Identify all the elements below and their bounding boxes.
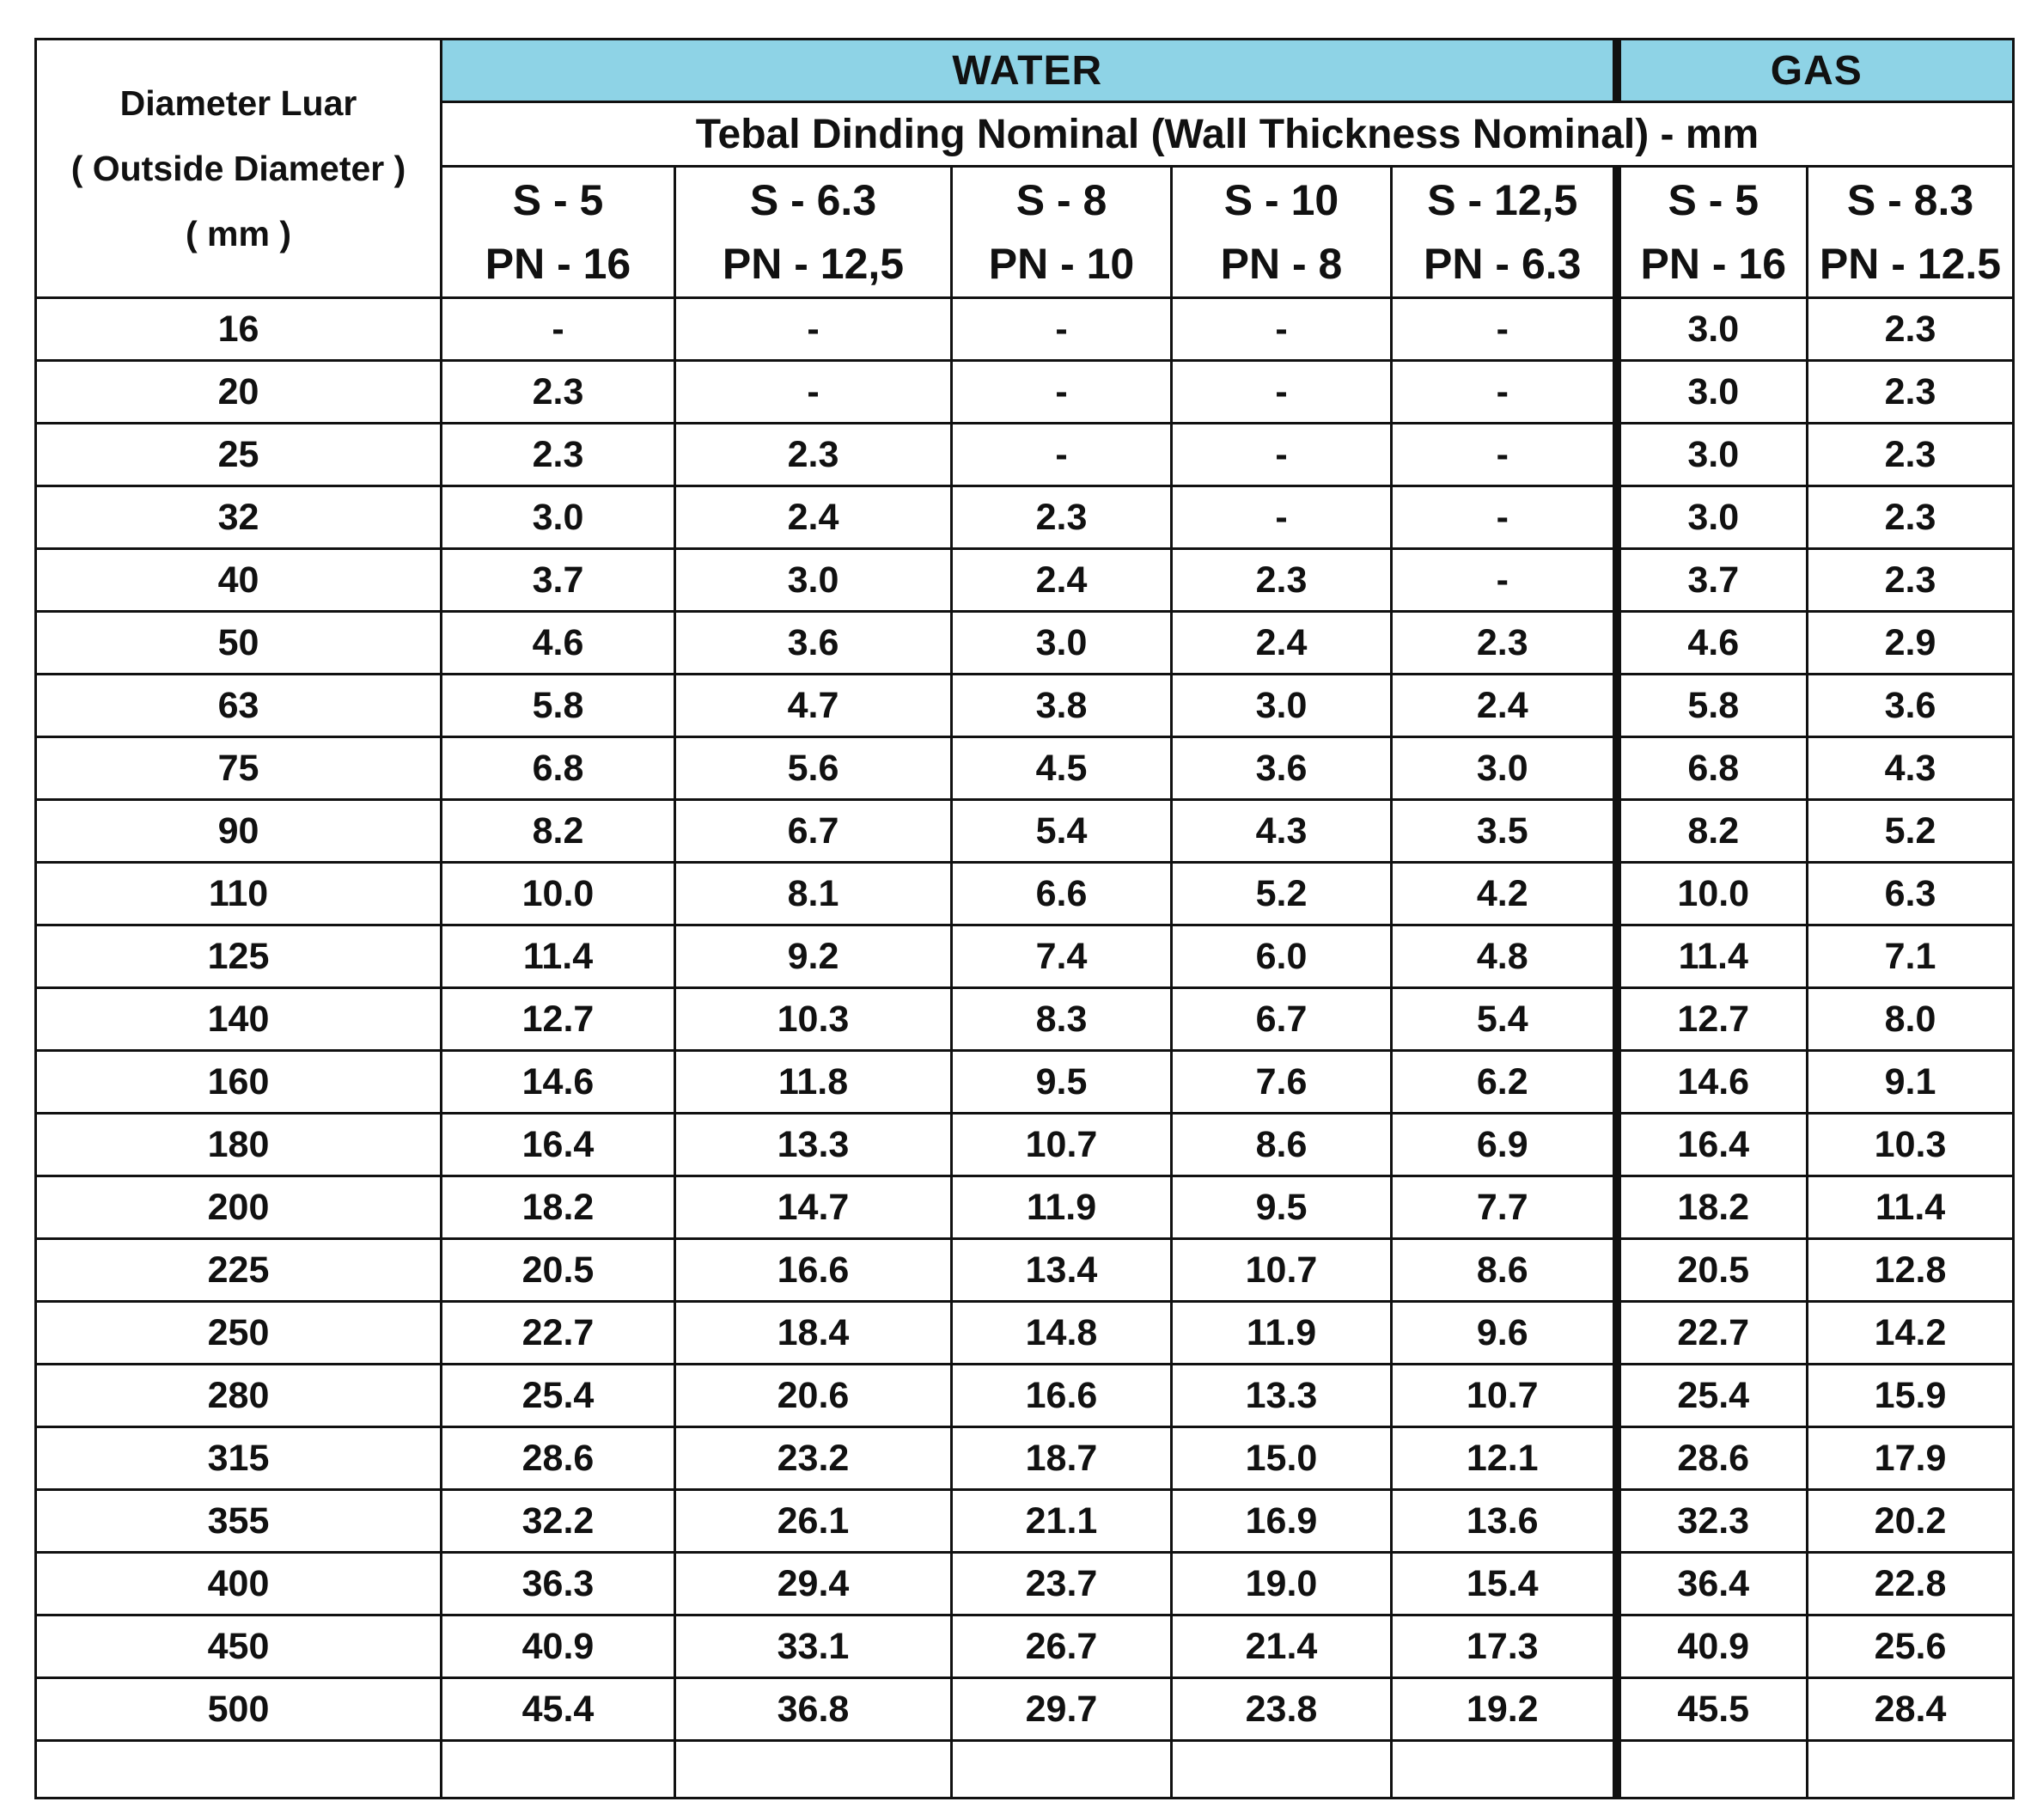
thickness-cell: 6.6 [952,863,1172,925]
thickness-cell: 10.0 [1617,863,1808,925]
outside-diameter-header [36,40,442,298]
column-header-5 [1392,167,1617,298]
table-row [36,1553,2014,1615]
column-pn-rating: PN - 12,5 [722,240,905,288]
thickness-cell: 21.1 [952,1490,1172,1553]
thickness-cell: 2.3 [1808,361,2014,424]
thickness-cell: 3.7 [442,549,675,612]
thickness-cell: 16.6 [952,1365,1172,1427]
od-header-line1: Diameter Luar [119,83,357,123]
od-header-line3: ( mm ) [186,214,291,253]
thickness-cell: 29.4 [675,1553,952,1615]
thickness-cell: 2.3 [952,486,1172,549]
outside-diameter-cell: 40 [36,549,442,612]
empty-cell [1392,1741,1617,1799]
thickness-cell: 6.7 [675,800,952,863]
thickness-cell: - [1172,361,1392,424]
thickness-cell: 28.6 [1617,1427,1808,1490]
thickness-cell: 12.1 [1392,1427,1617,1490]
thickness-cell: 36.8 [675,1678,952,1741]
thickness-cell: 40.9 [1617,1615,1808,1678]
thickness-cell: 14.6 [1617,1051,1808,1114]
thickness-cell: 22.7 [1617,1302,1808,1365]
thickness-cell: 3.8 [952,675,1172,737]
thickness-cell: 10.3 [675,988,952,1051]
column-pn-rating: PN - 12.5 [1819,240,2002,288]
thickness-cell: 18.2 [1617,1176,1808,1239]
thickness-cell: - [1172,486,1392,549]
thickness-cell: 9.5 [952,1051,1172,1114]
outside-diameter-cell: 20 [36,361,442,424]
thickness-cell: 8.6 [1392,1239,1617,1302]
thickness-cell: 29.7 [952,1678,1172,1741]
thickness-cell: 5.4 [1392,988,1617,1051]
thickness-cell: 20.6 [675,1365,952,1427]
thickness-cell: 10.7 [1392,1365,1617,1427]
table-row [36,1615,2014,1678]
outside-diameter-cell: 50 [36,612,442,675]
thickness-cell: 26.1 [675,1490,952,1553]
table-row [36,988,2014,1051]
thickness-cell: 3.6 [1172,737,1392,800]
outside-diameter-cell: 355 [36,1490,442,1553]
thickness-cell: 18.2 [442,1176,675,1239]
thickness-cell: 3.7 [1617,549,1808,612]
thickness-cell: 13.6 [1392,1490,1617,1553]
column-header-3 [952,167,1172,298]
thickness-cell: 20.2 [1808,1490,2014,1553]
thickness-cell: 9.5 [1172,1176,1392,1239]
table-row [36,675,2014,737]
water-group-header: WATER [442,40,1617,102]
column-header-1 [442,167,675,298]
thickness-cell: 3.0 [1172,675,1392,737]
thickness-cell: 25.6 [1808,1615,2014,1678]
thickness-cell: 2.3 [1172,549,1392,612]
thickness-cell: 45.4 [442,1678,675,1741]
thickness-cell: 2.4 [1392,675,1617,737]
thickness-cell: 45.5 [1617,1678,1808,1741]
column-pn-rating: PN - 8 [1220,240,1343,288]
outside-diameter-cell: 200 [36,1176,442,1239]
thickness-cell: 2.3 [1808,549,2014,612]
outside-diameter-cell: 140 [36,988,442,1051]
table-row [36,486,2014,549]
thickness-cell: 3.0 [442,486,675,549]
thickness-cell: 4.5 [952,737,1172,800]
table-row [36,424,2014,486]
thickness-cell: 20.5 [1617,1239,1808,1302]
thickness-cell: - [1172,298,1392,361]
thickness-cell: 15.4 [1392,1553,1617,1615]
column-header-7 [1808,167,2014,298]
thickness-cell: 4.6 [442,612,675,675]
thickness-cell: - [952,424,1172,486]
blank-row [36,1741,2014,1799]
thickness-cell: 13.4 [952,1239,1172,1302]
empty-cell [1172,1741,1392,1799]
table-row [36,1302,2014,1365]
table-row [36,549,2014,612]
thickness-cell: 20.5 [442,1239,675,1302]
thickness-cell: 16.6 [675,1239,952,1302]
thickness-cell: 10.7 [1172,1239,1392,1302]
empty-cell [36,1741,442,1799]
column-pn-rating: PN - 16 [485,240,631,288]
column-s-rating: S - 12,5 [1427,176,1578,224]
thickness-cell: 9.2 [675,925,952,988]
column-pn-rating: PN - 10 [988,240,1135,288]
thickness-cell: 10.0 [442,863,675,925]
table-row [36,1678,2014,1741]
table-row [36,1427,2014,1490]
empty-cell [675,1741,952,1799]
table-row [36,361,2014,424]
thickness-cell: 3.6 [675,612,952,675]
thickness-cell: 6.8 [1617,737,1808,800]
thickness-cell: 32.2 [442,1490,675,1553]
thickness-cell: 6.2 [1392,1051,1617,1114]
table-row [36,1114,2014,1176]
thickness-cell: 14.2 [1808,1302,2014,1365]
thickness-cell: - [442,298,675,361]
wall-thickness-subheader: Tebal Dinding Nominal (Wall Thickness Nominal) - mm [442,102,2014,167]
outside-diameter-cell: 25 [36,424,442,486]
outside-diameter-cell: 280 [36,1365,442,1427]
thickness-cell: 5.8 [442,675,675,737]
thickness-cell: 7.1 [1808,925,2014,988]
thickness-cell: 4.3 [1808,737,2014,800]
thickness-cell: 40.9 [442,1615,675,1678]
thickness-cell: 9.6 [1392,1302,1617,1365]
thickness-cell: 16.9 [1172,1490,1392,1553]
empty-cell [952,1741,1172,1799]
thickness-cell: 3.5 [1392,800,1617,863]
outside-diameter-cell: 500 [36,1678,442,1741]
thickness-cell: 22.7 [442,1302,675,1365]
thickness-cell: - [1392,486,1617,549]
thickness-cell: 8.2 [442,800,675,863]
thickness-cell: 13.3 [1172,1365,1392,1427]
thickness-cell: 7.6 [1172,1051,1392,1114]
outside-diameter-cell: 450 [36,1615,442,1678]
thickness-cell: 7.4 [952,925,1172,988]
outside-diameter-cell: 110 [36,863,442,925]
thickness-cell: 5.2 [1808,800,2014,863]
column-pn-rating: PN - 16 [1640,240,1787,288]
thickness-cell: 2.3 [1808,424,2014,486]
thickness-cell: 2.4 [952,549,1172,612]
column-s-rating: S - 8 [1015,176,1107,224]
thickness-cell: 3.0 [1617,424,1808,486]
thickness-cell: 17.3 [1392,1615,1617,1678]
thickness-cell: 10.7 [952,1114,1172,1176]
thickness-cell: 33.1 [675,1615,952,1678]
table-row [36,1365,2014,1427]
thickness-cell: 36.3 [442,1553,675,1615]
thickness-cell: 28.4 [1808,1678,2014,1741]
thickness-cell: 10.3 [1808,1114,2014,1176]
thickness-cell: 21.4 [1172,1615,1392,1678]
thickness-cell: 14.7 [675,1176,952,1239]
thickness-cell: 19.0 [1172,1553,1392,1615]
thickness-cell: 8.1 [675,863,952,925]
thickness-cell: 5.2 [1172,863,1392,925]
table-row [36,1176,2014,1239]
thickness-cell: - [675,298,952,361]
thickness-cell: 11.4 [1617,925,1808,988]
thickness-cell: 3.0 [675,549,952,612]
outside-diameter-cell: 225 [36,1239,442,1302]
thickness-cell: 26.7 [952,1615,1172,1678]
pipe-wall-thickness-table [34,38,2012,1765]
thickness-cell: 23.2 [675,1427,952,1490]
table-row [36,612,2014,675]
outside-diameter-cell: 32 [36,486,442,549]
thickness-cell: 2.3 [1392,612,1617,675]
thickness-cell: 18.4 [675,1302,952,1365]
column-pn-rating: PN - 6.3 [1424,240,1582,288]
thickness-cell: 25.4 [1617,1365,1808,1427]
thickness-cell: 12.7 [442,988,675,1051]
thickness-cell: - [952,298,1172,361]
thickness-cell: 6.7 [1172,988,1392,1051]
thickness-cell: 4.2 [1392,863,1617,925]
outside-diameter-cell: 315 [36,1427,442,1490]
empty-cell [442,1741,675,1799]
thickness-cell: 23.7 [952,1553,1172,1615]
thickness-cell: 6.8 [442,737,675,800]
outside-diameter-cell: 250 [36,1302,442,1365]
thickness-cell: 8.2 [1617,800,1808,863]
thickness-cell: 11.4 [1808,1176,2014,1239]
outside-diameter-cell: 75 [36,737,442,800]
thickness-cell: 36.4 [1617,1553,1808,1615]
thickness-cell: 2.3 [1808,486,2014,549]
thickness-cell: - [1392,424,1617,486]
thickness-cell: 3.0 [952,612,1172,675]
thickness-cell: 15.0 [1172,1427,1392,1490]
thickness-cell: 11.4 [442,925,675,988]
thickness-cell: 18.7 [952,1427,1172,1490]
column-s-rating: S - 5 [1668,176,1759,224]
outside-diameter-cell: 180 [36,1114,442,1176]
table-row [36,737,2014,800]
od-header-line2: ( Outside Diameter ) [70,149,406,188]
table-row [36,925,2014,988]
column-s-rating: S - 5 [512,176,604,224]
thickness-cell: 6.3 [1808,863,2014,925]
thickness-cell: 4.6 [1617,612,1808,675]
thickness-cell: 5.8 [1617,675,1808,737]
thickness-cell: - [952,361,1172,424]
table-row [36,1490,2014,1553]
thickness-cell: 8.6 [1172,1114,1392,1176]
thickness-cell: - [1172,424,1392,486]
thickness-cell: 28.6 [442,1427,675,1490]
thickness-cell: 5.6 [675,737,952,800]
thickness-cell: 4.8 [1392,925,1617,988]
thickness-cell: 3.0 [1617,361,1808,424]
gas-group-header: GAS [1617,40,2014,102]
thickness-cell: 3.0 [1617,486,1808,549]
thickness-cell: 11.9 [952,1176,1172,1239]
outside-diameter-cell: 90 [36,800,442,863]
column-s-rating: S - 10 [1223,176,1339,224]
thickness-cell: 2.4 [675,486,952,549]
thickness-cell: 11.8 [675,1051,952,1114]
column-header-6 [1617,167,1808,298]
column-header-4 [1172,167,1392,298]
thickness-cell: 22.8 [1808,1553,2014,1615]
thickness-cell: 12.8 [1808,1239,2014,1302]
thickness-cell: 2.3 [442,361,675,424]
thickness-cell: - [675,361,952,424]
outside-diameter-cell: 400 [36,1553,442,1615]
thickness-cell: 8.0 [1808,988,2014,1051]
thickness-cell: 32.3 [1617,1490,1808,1553]
empty-cell [1808,1741,2014,1799]
column-s-rating: S - 6.3 [749,176,877,224]
thickness-cell: 3.0 [1617,298,1808,361]
table-row [36,800,2014,863]
thickness-table [34,38,2015,1799]
thickness-cell: 2.3 [442,424,675,486]
table-row [36,1239,2014,1302]
table-row [36,298,2014,361]
outside-diameter-cell: 16 [36,298,442,361]
thickness-cell: 2.4 [1172,612,1392,675]
thickness-cell: 14.6 [442,1051,675,1114]
thickness-cell: 15.9 [1808,1365,2014,1427]
table-row [36,863,2014,925]
thickness-cell: 19.2 [1392,1678,1617,1741]
outside-diameter-cell: 160 [36,1051,442,1114]
thickness-cell: - [1392,549,1617,612]
thickness-cell: 14.8 [952,1302,1172,1365]
thickness-cell: 25.4 [442,1365,675,1427]
thickness-cell: 16.4 [442,1114,675,1176]
outside-diameter-cell: 125 [36,925,442,988]
thickness-cell: 6.0 [1172,925,1392,988]
thickness-cell: 6.9 [1392,1114,1617,1176]
empty-cell [1617,1741,1808,1799]
thickness-cell: 7.7 [1392,1176,1617,1239]
thickness-cell: 8.3 [952,988,1172,1051]
thickness-cell: 5.4 [952,800,1172,863]
column-header-2 [675,167,952,298]
thickness-cell: 16.4 [1617,1114,1808,1176]
thickness-cell: 3.0 [1392,737,1617,800]
outside-diameter-cell: 63 [36,675,442,737]
thickness-cell: 23.8 [1172,1678,1392,1741]
thickness-cell: 13.3 [675,1114,952,1176]
thickness-cell: 4.3 [1172,800,1392,863]
thickness-cell: 11.9 [1172,1302,1392,1365]
table-row [36,1051,2014,1114]
thickness-cell: 2.3 [1808,298,2014,361]
thickness-cell: 3.6 [1808,675,2014,737]
thickness-cell: 9.1 [1808,1051,2014,1114]
thickness-cell: 4.7 [675,675,952,737]
thickness-cell: 2.9 [1808,612,2014,675]
thickness-cell: - [1392,361,1617,424]
thickness-cell: 2.3 [675,424,952,486]
thickness-cell: - [1392,298,1617,361]
thickness-cell: 17.9 [1808,1427,2014,1490]
column-s-rating: S - 8.3 [1846,176,1974,224]
thickness-cell: 12.7 [1617,988,1808,1051]
